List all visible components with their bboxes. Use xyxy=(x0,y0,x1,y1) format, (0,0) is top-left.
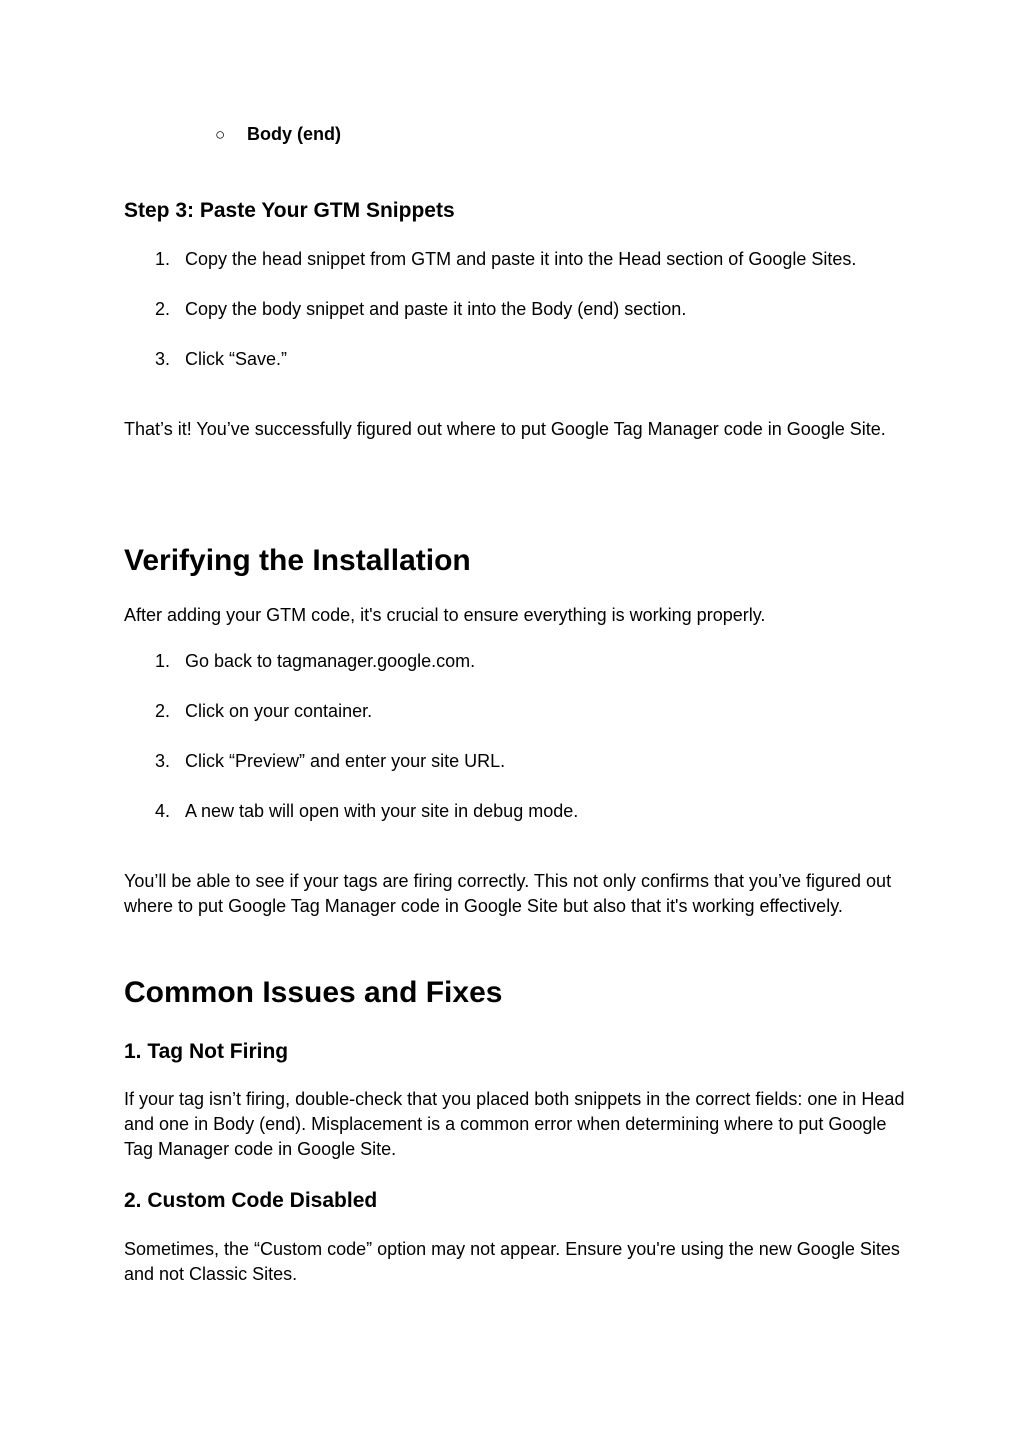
issue2-heading: 2. Custom Code Disabled xyxy=(124,1189,378,1212)
verifying-item-1-number: 1. xyxy=(154,651,170,671)
common-issues-heading: Common Issues and Fixes xyxy=(124,976,503,1009)
step3-item-3-number: 3. xyxy=(154,349,170,369)
verifying-intro-paragraph: After adding your GTM code, it's crucial to ensure everything is working properly. xyxy=(124,605,766,625)
issue1-heading: 1. Tag Not Firing xyxy=(124,1040,289,1063)
verifying-heading: Verifying the Installation xyxy=(124,544,471,577)
step3-item-3-text: Click “Save.” xyxy=(185,349,288,369)
verifying-item-1-text: Go back to tagmanager.google.com. xyxy=(185,651,476,671)
issue2-paragraph: Sometimes, the “Custom code” option may not appear. Ensure you're using the new Google Sites and not Classic Sites. xyxy=(124,1239,900,1284)
circle-bullet-icon: ○ xyxy=(215,125,226,144)
verifying-item-4-number: 4. xyxy=(154,801,170,821)
bullet-item-body-end: Body (end) xyxy=(247,124,341,144)
step3-conclusion-paragraph: That’s it! You’ve successfully figured out where to put Google Tag Manager code in Google Site. xyxy=(124,419,886,439)
verifying-conclusion-paragraph: You’ll be able to see if your tags are firing correctly. This not only confirms that you’ve figured out where to put Google Tag Manager code in Google Site but also that it's working effectively. xyxy=(124,871,892,916)
verifying-item-3-number: 3. xyxy=(154,751,170,771)
verifying-item-3-text: Click “Preview” and enter your site URL. xyxy=(185,751,506,771)
verifying-item-2-number: 2. xyxy=(154,701,170,721)
verifying-item-4-text: A new tab will open with your site in debug mode. xyxy=(185,801,579,821)
step3-item-2-text: Copy the body snippet and paste it into the Body (end) section. xyxy=(185,299,687,319)
step3-item-1-text: Copy the head snippet from GTM and paste it into the Head section of Google Sites. xyxy=(185,249,857,269)
step3-item-1-number: 1. xyxy=(154,249,170,269)
step3-item-2-number: 2. xyxy=(154,299,170,319)
issue1-paragraph: If your tag isn’t firing, double-check that you placed both snippets in the correct fields: one in Head and one in Body (end). Misplacement is a common error when determining where to put Google Tag Manager code in Google Site. xyxy=(124,1089,905,1159)
step3-heading: Step 3: Paste Your GTM Snippets xyxy=(124,199,455,222)
verifying-item-2-text: Click on your container. xyxy=(185,701,373,721)
